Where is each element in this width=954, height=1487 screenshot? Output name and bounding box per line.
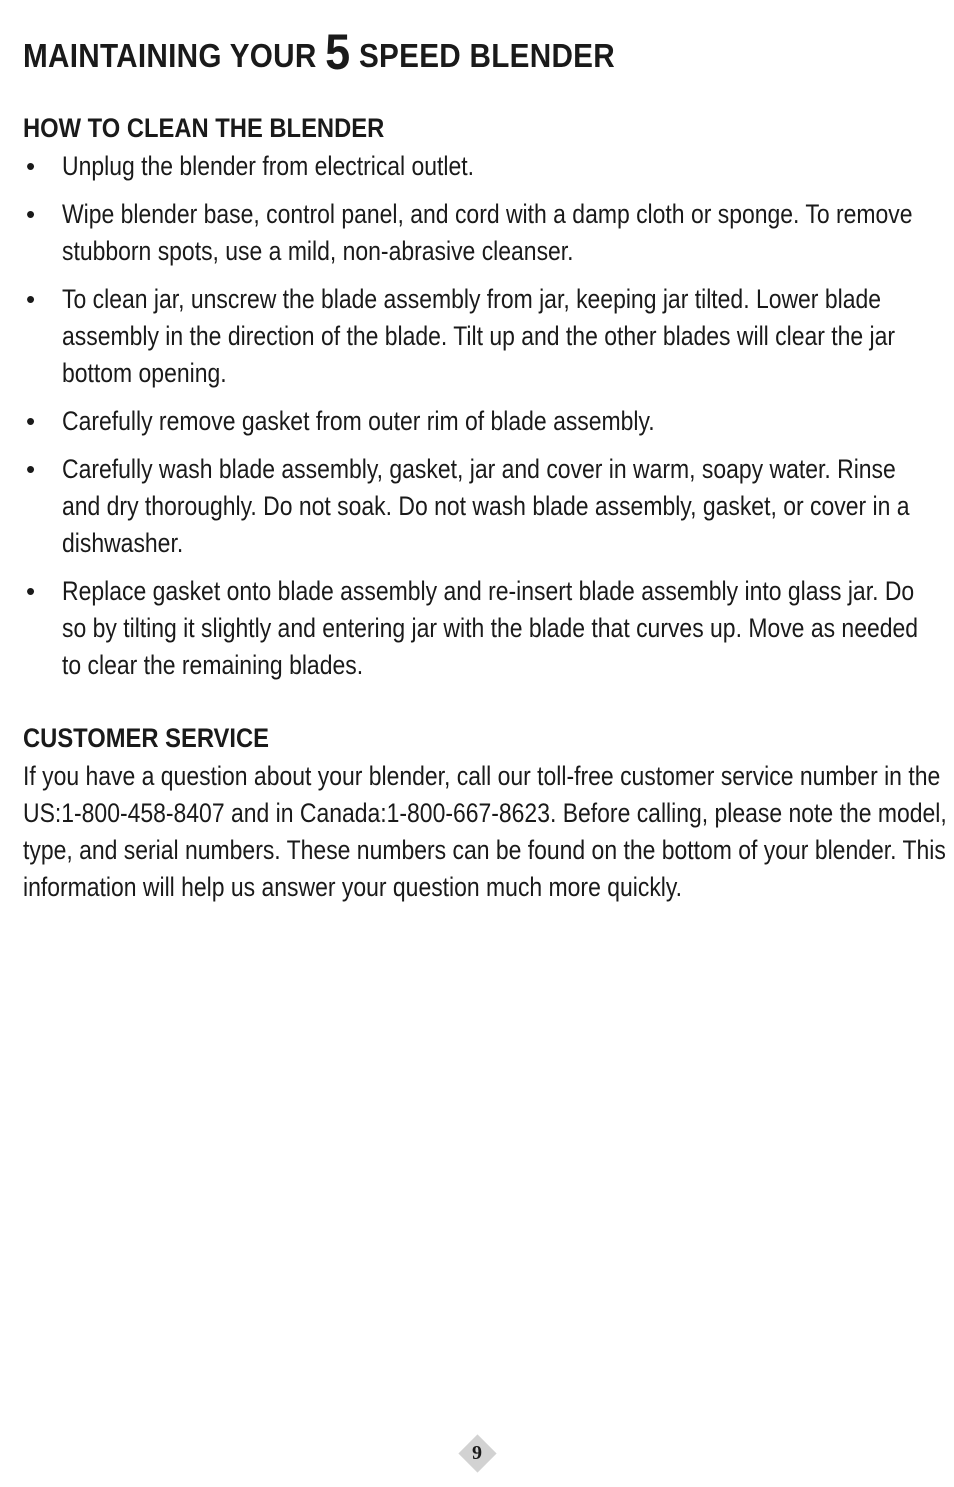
title-prefix: MAINTAINING YOUR <box>23 37 326 74</box>
title-speed-number: 5 <box>325 24 351 80</box>
list-item <box>23 148 933 185</box>
list-item-text: Carefully remove gasket from outer rim of blade assembly. <box>62 406 655 436</box>
service-paragraph-text: If you have a question about your blender, call our toll-free customer service number in the US:1-800-458-8407 and in Canada:1-800-667-8623. Before calling, please note the model, type, and serial numbers. These numbers can be found on the bottom of your blender. This information will help us answer your question much more quickly. <box>23 761 947 902</box>
page-number-badge <box>458 1434 496 1472</box>
list-item <box>23 196 933 270</box>
bullet-icon: • <box>26 199 36 229</box>
list-item-text: Unplug the blender from electrical outlet. <box>62 151 475 181</box>
clean-section-heading: HOW TO CLEAN THE BLENDER <box>23 113 385 143</box>
list-item-text: To clean jar, unscrew the blade assembly from jar, keeping jar tilted. Lower blade assembly in the direction of the blade. Tilt up and the other blades will clear the jar bottom opening. <box>62 284 896 388</box>
list-item <box>23 403 933 440</box>
list-item-text: Carefully wash blade assembly, gasket, jar and cover in warm, soapy water. Rinse and dry thoroughly. Do not soak. Do not wash blade assembly, gasket, or cover in a dishwasher. <box>62 454 910 558</box>
title-suffix: SPEED BLENDER <box>350 37 615 74</box>
bullet-icon: • <box>26 454 36 484</box>
list-item <box>23 573 933 684</box>
page-number: 9 <box>472 1442 482 1464</box>
list-item <box>23 451 933 562</box>
bullet-icon: • <box>26 406 36 436</box>
list-item <box>23 281 933 392</box>
cleaning-steps-list <box>23 148 933 695</box>
bullet-icon: • <box>26 576 36 606</box>
service-paragraph <box>23 758 947 906</box>
list-item-text: Wipe blender base, control panel, and cord with a damp cloth or sponge. To remove stubborn spots, use a mild, non-abrasive cleanser. <box>62 199 913 266</box>
page-title <box>23 26 615 82</box>
bullet-icon: • <box>26 284 36 314</box>
list-item-text: Replace gasket onto blade assembly and re-insert blade assembly into glass jar. Do so by tilting it slightly and entering jar with the blade that curves up. Move as needed to clear the remaining blades. <box>62 576 919 680</box>
bullet-icon: • <box>26 151 36 181</box>
service-section-heading: CUSTOMER SERVICE <box>23 723 270 753</box>
